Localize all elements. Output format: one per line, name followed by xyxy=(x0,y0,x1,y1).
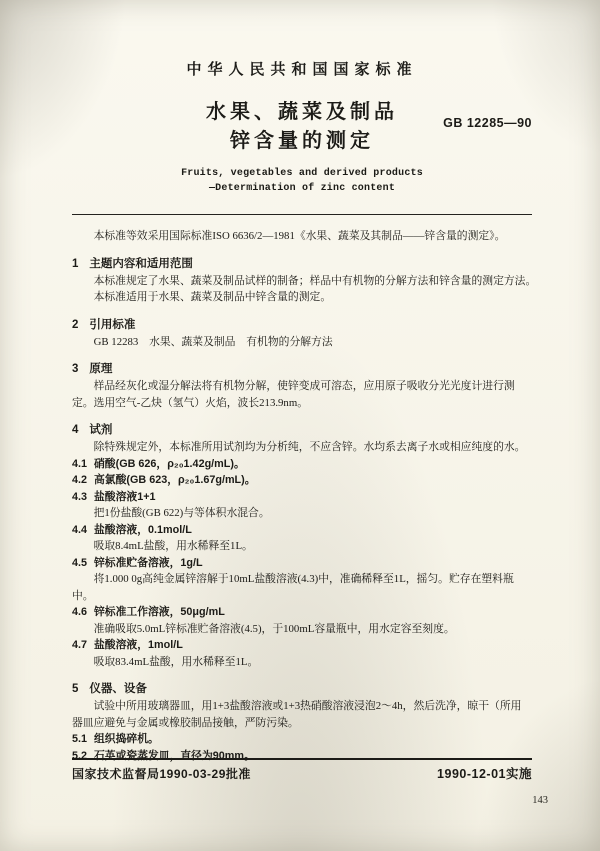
section-2-number: 2 xyxy=(72,318,79,331)
clause-5-1-text: 组织捣碎机。 xyxy=(94,733,159,745)
section-4-number: 4 xyxy=(72,424,79,436)
approval-note: 国家技术监督局1990-03-29批准 xyxy=(72,767,251,781)
clause-4-3 xyxy=(72,489,532,506)
preamble-paragraph: 本标准等效采用国际标准ISO 6636/2—1981《水果、蔬菜及其制品——锌含量的测定》。 xyxy=(93,230,506,242)
english-title-line2: —Determination of zinc content xyxy=(208,183,396,194)
section-1-paragraph-1: 本标准规定了水果、蔬菜及制品试样的制备；样品中有机物的分解方法和锌含量的测定方法。 xyxy=(93,274,537,287)
section-3-heading xyxy=(72,360,532,378)
section-3-paragraph: 样品经灰化或湿分解法将有机物分解，使锌变成可溶态，应用原子吸收分光光度计进行测定。选用空气-乙炔（氢气）火焰，波长213.9nm。 xyxy=(72,380,515,409)
section-5-heading xyxy=(72,680,532,698)
section-4-intro: 除特殊规定外，本标准所用试剂均为分析纯，不应含锌。水均系去离子水或相应纯度的水。 xyxy=(93,441,526,453)
clause-5-2-number: 5.2 xyxy=(72,749,88,762)
clause-4-6-text: 锌标准工作溶液，50μg/mL xyxy=(94,606,225,618)
clause-4-5 xyxy=(72,555,532,572)
clause-4-5-number: 4.5 xyxy=(72,556,88,569)
clause-4-7-text: 盐酸溶液，1mol/L xyxy=(94,639,183,651)
section-1-paragraph-2: 本标准适用于水果、蔬菜及制品中锌含量的测定。 xyxy=(93,291,332,303)
clause-4-6-sub: 准确吸取5.0mL锌标准贮备溶液(4.5)，于100mL容量瓶中，用水定容至刻度。 xyxy=(93,622,455,635)
section-5-title: 仪器、设备 xyxy=(89,683,147,695)
clause-5-2 xyxy=(72,748,532,765)
clause-4-2-number: 4.2 xyxy=(72,474,88,486)
section-4-heading xyxy=(72,421,532,439)
document-title-line2: 锌含量的测定 xyxy=(230,130,374,152)
section-1-heading xyxy=(72,255,532,273)
header-divider xyxy=(72,214,532,215)
clause-4-5-sub: 将1.000 0g高纯金属锌溶解于10mL盐酸溶液(4.3)中，准确稀释至1L，摇匀。贮存在塑料瓶中。 xyxy=(72,573,514,602)
clause-4-7-number: 4.7 xyxy=(72,639,88,651)
standard-number: GB 12285—90 xyxy=(443,116,532,130)
document-title-line1: 水果、蔬菜及制品 xyxy=(206,101,398,123)
clause-4-6-number: 4.6 xyxy=(72,606,88,618)
clause-4-1-number: 4.1 xyxy=(72,457,88,470)
clause-4-4-sub: 吸取8.4mL盐酸，用水稀释至1L。 xyxy=(93,540,253,552)
section-2-reference: GB 12283 水果、蔬菜及制品 有机物的分解方法 xyxy=(93,335,333,348)
section-2-title: 引用标准 xyxy=(89,318,136,331)
clause-4-3-text: 盐酸溶液1+1 xyxy=(94,490,156,503)
clause-5-1 xyxy=(72,731,532,748)
clause-4-4-number: 4.4 xyxy=(72,523,88,536)
implementation-date: 1990-12-01实施 xyxy=(437,767,532,781)
section-4-title: 试剂 xyxy=(89,424,113,436)
clause-4-2-text: 高氯酸(GB 623，ρ₂₀1.67g/mL)。 xyxy=(94,474,256,486)
clause-4-5-text: 锌标准贮备溶液，1g/L xyxy=(94,556,203,569)
footer xyxy=(72,764,532,782)
section-5-intro: 试验中所用玻璃器皿，用1+3盐酸溶液或1+3热硝酸溶液浸泡2～4h，然后洗净，晾干（所用器皿应避免与金属或橡胶制品接触，严防污染。 xyxy=(72,700,522,729)
clause-4-3-sub: 把1份盐酸(GB 622)与等体积水混合。 xyxy=(93,507,270,519)
section-1-number: 1 xyxy=(72,257,79,270)
clause-4-4 xyxy=(72,522,532,539)
section-1-title: 主题内容和适用范围 xyxy=(89,257,193,270)
national-standard-header: 中华人民共和国国家标准 xyxy=(186,61,418,78)
clause-5-2-text: 石英或瓷蒸发皿，直径为90mm。 xyxy=(94,749,255,762)
clause-4-6 xyxy=(72,604,532,621)
clause-4-4-text: 盐酸溶液，0.1mol/L xyxy=(94,523,192,536)
clause-5-1-number: 5.1 xyxy=(72,733,88,745)
title-block xyxy=(72,98,532,156)
footer-divider xyxy=(72,758,532,760)
section-3-number: 3 xyxy=(72,363,79,375)
english-title-line1: Fruits, vegetables and derived products xyxy=(181,168,423,179)
clause-4-1-text: 硝酸(GB 626，ρ₂₀1.42g/mL)。 xyxy=(94,457,245,470)
section-3-title: 原理 xyxy=(89,363,113,375)
clause-4-7 xyxy=(72,637,532,654)
page-number: 143 xyxy=(532,795,548,806)
section-2-heading xyxy=(72,316,532,334)
clause-4-1 xyxy=(72,456,532,473)
clause-4-7-sub: 吸取83.4mL盐酸，用水稀释至1L。 xyxy=(93,655,259,668)
clause-4-3-number: 4.3 xyxy=(72,490,88,503)
section-5-number: 5 xyxy=(72,683,79,695)
clause-4-2 xyxy=(72,472,532,489)
